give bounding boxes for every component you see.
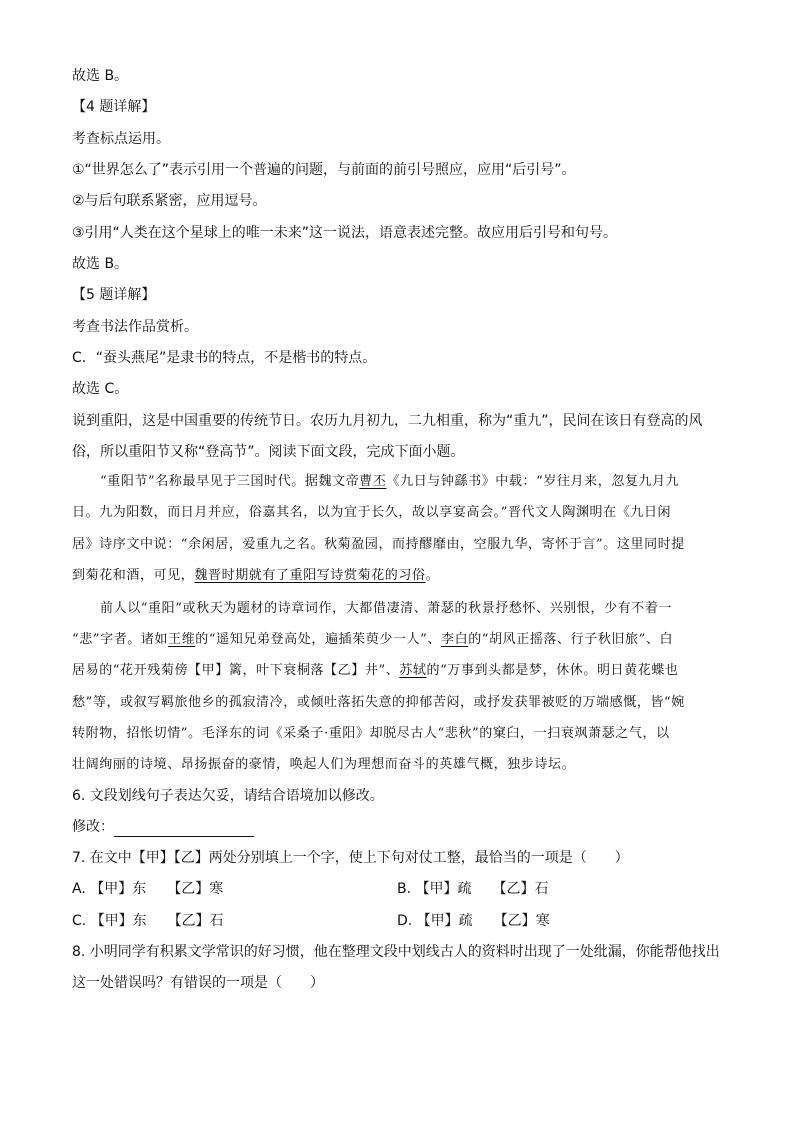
passage-text: 的“胡风正摇落、行子秋旧旅”、白 <box>468 632 674 647</box>
passage-text: 的“遥知兄弟登高处，遍插茱萸少一人”、 <box>195 632 441 647</box>
passage-p2-line-5: 转附物，招怅切情”。毛泽东的词《采桑子·重阳》却脱尽古人“悲秋”的窠臼，一扫衰飒萧瑟之气，以 <box>72 726 670 741</box>
intro-line-1: 说到重阳，这是中国重要的传统节日。农历九月初九，二九相重，称为“重九”，民间在该日有登高的风 <box>72 413 703 429</box>
answer-label: 修改： <box>72 819 114 835</box>
answer-b-4b: 故选 B。 <box>72 256 129 272</box>
passage-p1-line-3: 居》诗序文中说：“余闲居，爱重九之名。秋菊盈园，而持醪靡由，空服九华，寄怀于言”。这里同时提 <box>72 537 685 552</box>
passage-text: 到菊花和酒，可见， <box>72 568 195 583</box>
passage-text: 《九日与钟繇书》中载：“岁往月来，忽复九月九 <box>386 474 680 489</box>
question-8-line-1: 8. 小明同学有积累文学常识的好习惯，他在整理文段中划线古人的资料时出现了一处纰漏，你能帮他找出 <box>72 944 720 960</box>
passage-p2-line-4: 愁”等，或叙写羁旅他乡的孤寂清冷，或倾吐落拓失意的抑郁苦闷，或抒发获罪被贬的万端感慨，皆“婉 <box>72 695 685 710</box>
answer-blank[interactable] <box>114 822 254 837</box>
passage-text: 居易的“花开残菊傍【甲】篱，叶下衰桐落【乙】井”、 <box>72 663 400 678</box>
answer-c: 故选 C。 <box>72 381 129 397</box>
q4-heading: 【4 题详解】 <box>72 99 156 115</box>
q4-topic: 考查标点运用。 <box>72 131 170 147</box>
passage-p1-line-1 <box>100 472 679 492</box>
underlined-name-wangwei: 王维 <box>168 632 196 647</box>
passage-text: 。 <box>425 568 440 583</box>
passage-p2-line-3 <box>72 661 679 681</box>
option-c[interactable]: C. 【甲】东 【乙】石 <box>72 913 224 929</box>
passage-p1-line-2: 日。九为阳数，而日月并应，俗嘉其名，以为宜于长久，故以享宴高会。”晋代文人陶渊明在《九日闲 <box>72 505 672 520</box>
underlined-name-sushi: 苏轼 <box>399 663 427 678</box>
passage-p2-line-2 <box>72 630 673 650</box>
q4-point-3: ③引用“人类在这个星球上的唯一未来”这一说法，语意表述完整。故应用后引号和句号。 <box>72 225 618 241</box>
question-7: 7. 在文中【甲】【乙】两处分别填上一个字，使上下句对仗工整，最恰当的一项是（ ） <box>72 850 629 866</box>
passage-p2-line-1: 前人以“重阳”或秋天为题材的诗章词作，大都借凄清、萧瑟的秋景抒愁怀、兴别恨，少有不着一 <box>100 601 673 616</box>
passage-text: “悲”字者。诸如 <box>72 632 169 647</box>
question-6: 6. 文段划线句子表达欠妥，请结合语境加以修改。 <box>72 788 384 804</box>
option-a[interactable]: A. 【甲】东 【乙】寒 <box>72 881 224 897</box>
q4-point-1: ①“世界怎么了”表示引用一个普遍的问题，与前面的前引号照应，应用“后引号”。 <box>72 162 576 178</box>
passage-p2-line-6: 壮阔绚丽的诗境、昂扬振奋的豪情，唤起人们为理想而奋斗的英雄气概，独步诗坛。 <box>72 757 576 772</box>
passage-text: 的“万事到头都是梦，休休。明日黄花蝶也 <box>426 663 679 678</box>
underlined-name-caopi: 曹丕 <box>359 474 387 489</box>
option-d[interactable]: D. 【甲】疏 【乙】寒 <box>397 913 550 929</box>
q5-topic: 考查书法作品赏析。 <box>72 319 198 335</box>
answer-b-4a: 故选 B。 <box>72 68 129 84</box>
q4-point-2: ②与后句联系紧密，应用逗号。 <box>72 193 267 209</box>
question-8-line-2: 这一处错误吗？有错误的一项是（ ） <box>72 975 324 991</box>
intro-line-2: 俗，所以重阳节又称“登高节”。阅读下面文段，完成下面小题。 <box>72 444 465 460</box>
underlined-name-libai: 李白 <box>441 632 469 647</box>
underlined-sentence: 魏晋时期就有了重阳写诗赏菊花的习俗 <box>194 568 426 583</box>
q5-point-c: C．“蚕头燕尾”是隶书的特点，不是楷书的特点。 <box>72 350 377 366</box>
passage-text: “重阳节”名称最早见于三国时代。据魏文帝 <box>100 474 360 489</box>
q5-heading: 【5 题详解】 <box>72 287 156 303</box>
question-6-answer-line <box>72 817 254 837</box>
option-b[interactable]: B. 【甲】疏 【乙】石 <box>397 881 549 897</box>
passage-p1-line-4 <box>72 566 439 586</box>
